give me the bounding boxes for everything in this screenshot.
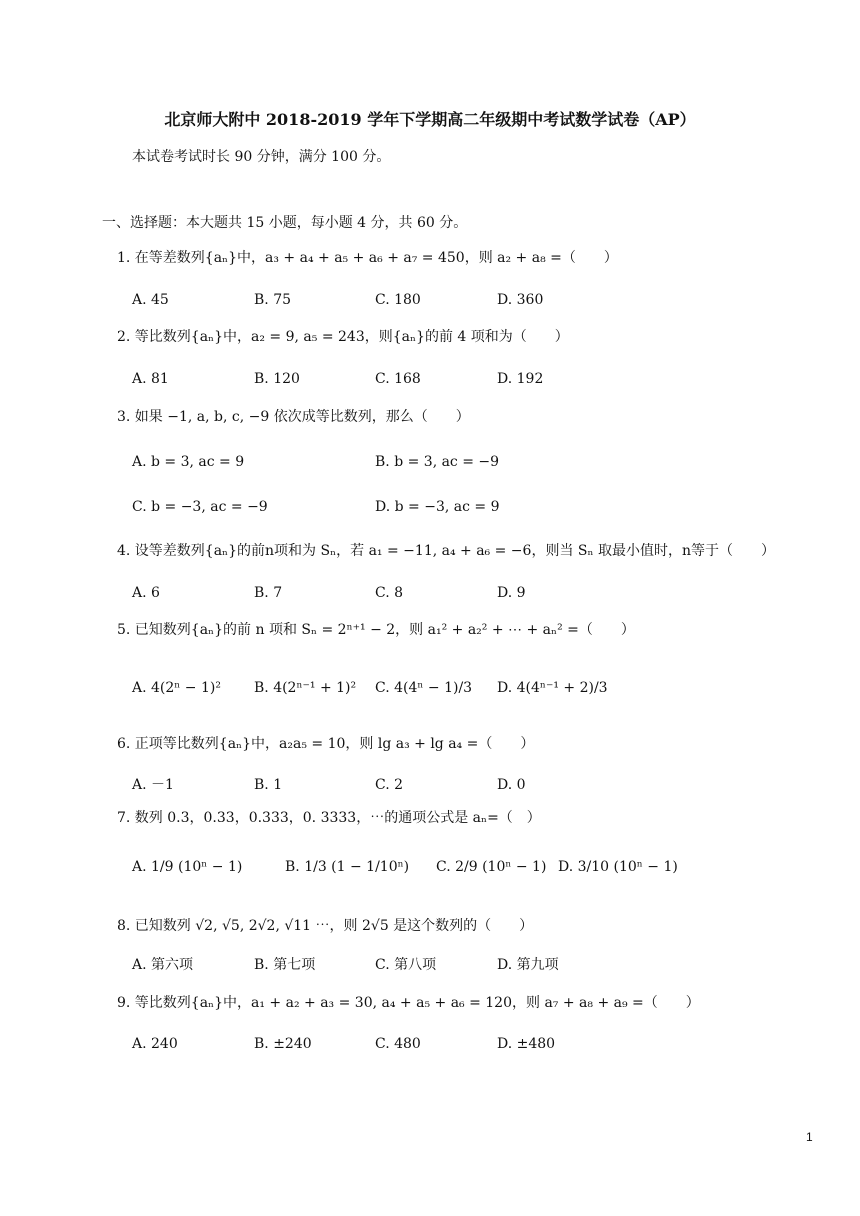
page-title: 北京师大附中 2018-2019 学年下学期高二年级期中考试数学试卷（AP） [164, 110, 696, 129]
question-5-option-a: A. 4(2ⁿ − 1)² [132, 680, 221, 696]
question-2-option-d: D. 192 [497, 371, 544, 387]
question-1-option-c: C. 180 [375, 292, 421, 308]
exam-intro: 本试卷考试时长 90 分钟，满分 100 分。 [132, 149, 391, 165]
question-2-option-a: A. 81 [132, 371, 169, 387]
question-8-option-c: C. 第八项 [375, 957, 437, 973]
question-9-stem: 9. 等比数列{aₙ}中，a₁ + a₂ + a₃ = 30, a₄ + a₅ + a₆ = 120，则 a₇ + a₈ + a₉ =（ ） [117, 995, 700, 1011]
question-2-option-b: B. 120 [254, 371, 300, 387]
question-1-option-d: D. 360 [497, 292, 544, 308]
question-9-option-c: C. 480 [375, 1036, 421, 1052]
question-9-option-d: D. ±480 [497, 1036, 556, 1052]
question-4-option-b: B. 7 [254, 585, 283, 601]
question-5-option-d: D. 4(4ⁿ⁻¹ + 2)/3 [497, 680, 608, 696]
question-1-option-b: B. 75 [254, 292, 292, 308]
question-2-stem: 2. 等比数列{aₙ}中，a₂ = 9, a₅ = 243，则{aₙ}的前 4 项和为（ ） [117, 329, 569, 345]
question-8-option-b: B. 第七项 [254, 957, 316, 973]
question-4-option-d: D. 9 [497, 585, 526, 601]
question-8-option-d: D. 第九项 [497, 957, 559, 973]
question-5-stem: 5. 已知数列{aₙ}的前 n 项和 Sₙ = 2ⁿ⁺¹ − 2，则 a₁² + a₂² + ⋯ + aₙ² =（ ） [117, 622, 635, 638]
question-4-option-a: A. 6 [132, 585, 160, 601]
question-3-option-d: D. b = −3, ac = 9 [375, 499, 500, 515]
section-heading: 一、选择题：本大题共 15 小题，每小题 4 分，共 60 分。 [102, 215, 468, 231]
question-2-option-c: C. 168 [375, 371, 421, 387]
question-7-option-a: A. 1/9 (10ⁿ − 1) [132, 859, 243, 875]
question-3-option-b: B. b = 3, ac = −9 [375, 454, 500, 470]
question-7-option-b: B. 1/3 (1 − 1/10ⁿ) [285, 859, 410, 875]
question-4-option-c: C. 8 [375, 585, 404, 601]
question-8-option-a: A. 第六项 [132, 957, 194, 973]
question-3-stem: 3. 如果 −1, a, b, c, −9 依次成等比数列，那么（ ） [117, 409, 470, 425]
question-1-option-a: A. 45 [132, 292, 169, 308]
question-6-option-c: C. 2 [375, 777, 404, 793]
question-9-option-b: B. ±240 [254, 1036, 312, 1052]
page-number: 1 [806, 1130, 813, 1144]
question-5-option-c: C. 4(4ⁿ − 1)/3 [375, 680, 473, 696]
question-8-stem: 8. 已知数列 √2, √5, 2√2, √11 ⋯，则 2√5 是这个数列的（ ） [117, 918, 534, 934]
question-9-option-a: A. 240 [132, 1036, 178, 1052]
question-6-option-a: A. －1 [132, 777, 174, 793]
question-1-stem: 1. 在等差数列{aₙ}中，a₃ + a₄ + a₅ + a₆ + a₇ = 450，则 a₂ + a₈ =（ ） [117, 250, 618, 266]
question-4-stem: 4. 设等差数列{aₙ}的前n项和为 Sₙ，若 a₁ = −11, a₄ + a₆ = −6，则当 Sₙ 取最小值时，n等于（ ） [117, 543, 776, 559]
question-7-option-c: C. 2/9 (10ⁿ − 1) [436, 859, 547, 875]
question-7-stem: 7. 数列 0.3，0.33，0.333，0. 3333，⋯的通项公式是 aₙ=（ ） [117, 810, 541, 826]
question-3-option-a: A. b = 3, ac = 9 [132, 454, 245, 470]
question-6-option-d: D. 0 [497, 777, 526, 793]
question-6-option-b: B. 1 [254, 777, 283, 793]
question-3-option-c: C. b = −3, ac = −9 [132, 499, 268, 515]
question-6-stem: 6. 正项等比数列{aₙ}中，a₂a₅ = 10，则 lg a₃ + lg a₄ =（ ） [117, 736, 535, 752]
question-7-option-d: D. 3/10 (10ⁿ − 1) [558, 859, 678, 875]
question-5-option-b: B. 4(2ⁿ⁻¹ + 1)² [254, 680, 357, 696]
